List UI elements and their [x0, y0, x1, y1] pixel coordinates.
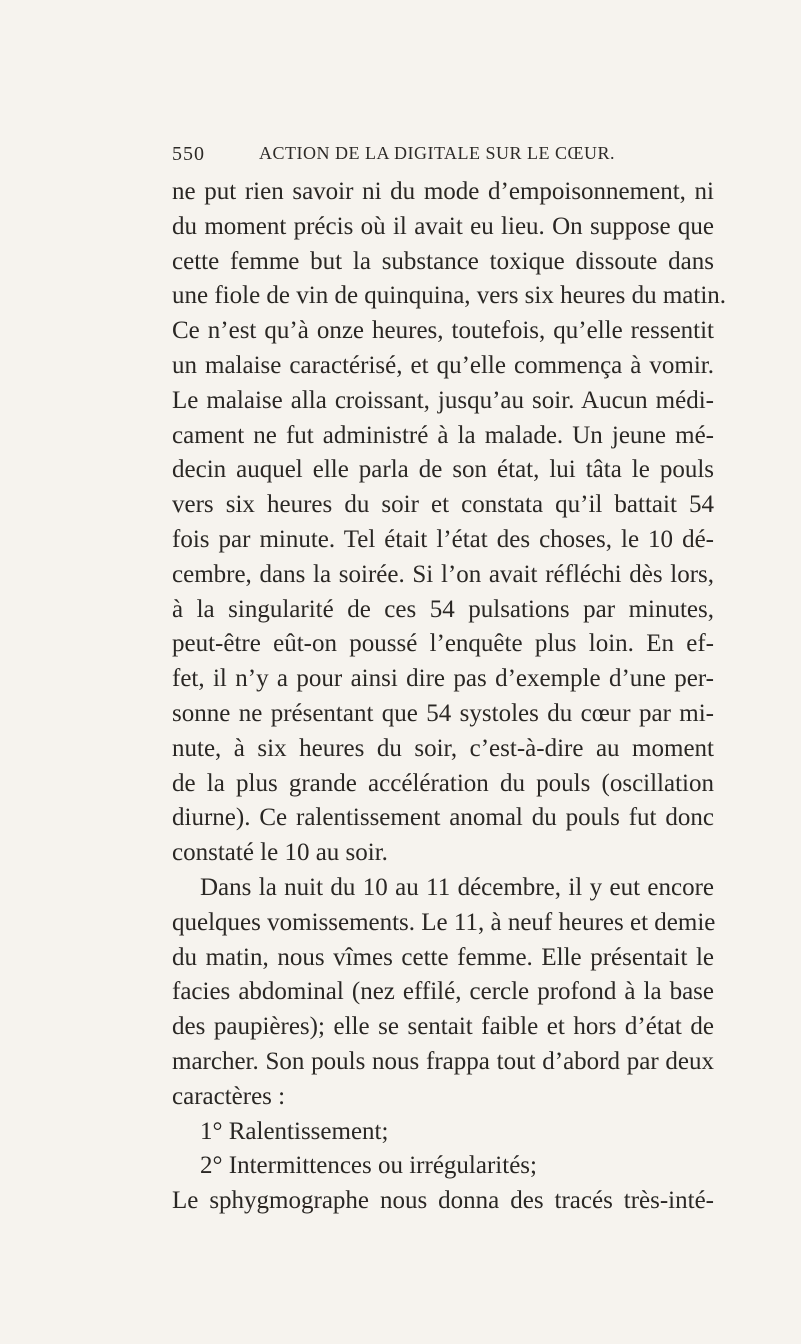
text-line: constaté le 10 au soir.	[172, 839, 388, 867]
text-line: decin auquel elle parla de son état, lui tâta le pouls	[172, 456, 714, 484]
page-header	[172, 143, 712, 169]
text-line: Dans la nuit du 10 au 11 décembre, il y eut encore	[200, 873, 714, 901]
text-line: fois par minute. Tel était l’état des choses, le 10 dé-	[172, 525, 714, 553]
text-line: caractères :	[172, 1082, 286, 1110]
text-line: Ce n’est qu’à onze heures, toutefois, qu’elle ressentit	[172, 317, 714, 345]
text-line: un malaise caractérisé, et qu’elle commença à vomir.	[172, 351, 714, 379]
body-text	[172, 175, 727, 1219]
text-line: à la singularité de ces 54 pulsations par minutes,	[172, 595, 714, 623]
text-line: Le sphygmographe nous donna des tracés très-inté-	[172, 1187, 714, 1215]
text-line: de la plus grande accélération du pouls (oscillation	[172, 769, 714, 797]
text-line: vers six heures du soir et constata qu’il battait 54	[172, 491, 714, 519]
text-line: ne put rien savoir ni du mode d’empoisonnement, ni	[172, 178, 714, 205]
running-title: ACTION DE LA DIGITALE SUR LE CŒUR.	[259, 143, 616, 163]
list-item: 2° Intermittences ou irrégularités;	[200, 1152, 537, 1180]
list-item: 1° Ralentissement;	[200, 1117, 389, 1145]
text-line: sonne ne présentant que 54 systoles du cœur par mi-	[172, 699, 714, 727]
text-line: du matin, nous vîmes cette femme. Elle présentait le	[172, 943, 714, 971]
text-line: cette femme but la substance toxique dissoute dans	[172, 247, 714, 275]
text-line: des paupières); elle se sentait faible et hors d’état de	[172, 1013, 714, 1041]
text-line: Le malaise alla croissant, jusqu’au soir. Aucun médi-	[172, 386, 714, 414]
text-line: peut-être eût-on poussé l’enquête plus loin. En ef-	[172, 630, 714, 658]
text-line: cament ne fut administré à la malade. Un jeune mé-	[172, 421, 714, 449]
page-number: 550	[172, 143, 205, 165]
text-line: nute, à six heures du soir, c’est-à-dire au moment	[172, 734, 714, 762]
text-line: une fiole de vin de quinquina, vers six heures du matin.	[172, 282, 727, 310]
text-line: du moment précis où il avait eu lieu. On suppose que	[172, 212, 714, 240]
text-line: marcher. Son pouls nous frappa tout d’abord par deux	[172, 1047, 714, 1075]
text-line: facies abdominal (nez effilé, cercle profond à la base	[172, 978, 714, 1006]
text-line: diurne). Ce ralentissement anomal du pouls fut donc	[172, 804, 714, 832]
text-line: quelques vomissements. Le 11, à neuf heures et demie	[172, 908, 716, 936]
text-line: fet, il n’y a pour ainsi dire pas d’exemple d’une per-	[172, 665, 714, 693]
text-line: cembre, dans la soirée. Si l’on avait réfléchi dès lors,	[172, 560, 714, 588]
